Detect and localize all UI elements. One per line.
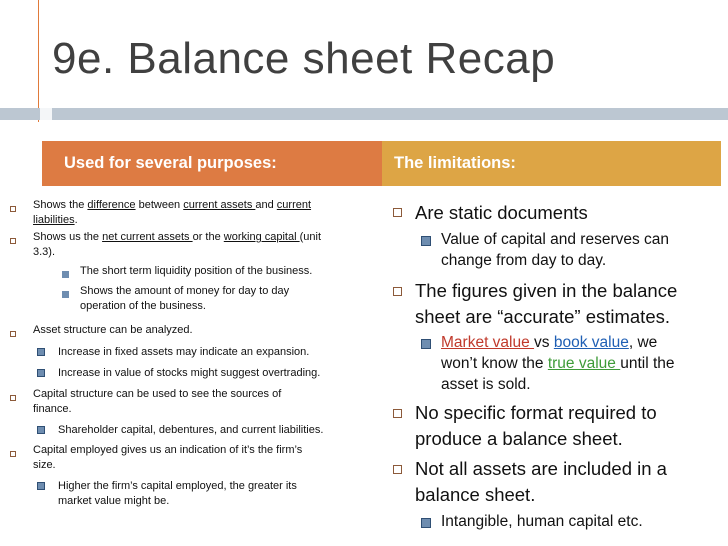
square-bullet-icon (393, 208, 402, 217)
filled-bullet-icon (421, 518, 431, 528)
list-item: Shareholder capital, debentures, and current liabilities. (58, 424, 324, 436)
title-divider-band (0, 108, 728, 120)
filled-bullet-icon (37, 369, 45, 377)
filled-bullet-icon (37, 348, 45, 356)
list-item: Higher the firm’s capital employed, the greater its market value might be. (58, 480, 297, 507)
square-bullet-icon (393, 409, 402, 418)
list-item: Increase in fixed assets may indicate an expansion. (58, 346, 310, 358)
filled-bullet-icon (37, 426, 45, 434)
square-bullet-icon (10, 451, 16, 457)
left-column-header: Used for several purposes: (42, 141, 382, 186)
square-bullet-icon (10, 395, 16, 401)
list-item: Value of capital and reserves can change from day to day. (441, 231, 670, 269)
square-bullet-icon (393, 465, 402, 474)
list-item: Increase in value of stocks might suggest overtrading. (58, 367, 321, 379)
list-item: Shows us the net current assets or the working capital (unit 3.3). (33, 231, 322, 258)
list-item: No specific format required to produce a balance sheet. (415, 402, 657, 449)
divider-square (40, 108, 52, 120)
square-bullet-icon (10, 238, 16, 244)
filled-bullet-icon (62, 271, 69, 278)
right-column-header: The limitations: (382, 141, 721, 186)
title-accent-line (38, 0, 39, 122)
square-bullet-icon (10, 331, 16, 337)
filled-bullet-icon (37, 482, 45, 490)
list-item: Are static documents (415, 202, 588, 223)
list-item: The short term liquidity position of the business. (80, 265, 313, 277)
list-item: Shows the difference between current assets and current liabilities. (33, 199, 312, 226)
filled-bullet-icon (421, 339, 431, 349)
list-item: Shows the amount of money for day to day operation of the business. (80, 285, 290, 312)
square-bullet-icon (10, 206, 16, 212)
list-item: The figures given in the balance sheet are “accurate” estimates. (415, 280, 678, 327)
slide-title: 9e. Balance sheet Recap (52, 34, 556, 83)
filled-bullet-icon (62, 291, 69, 298)
list-item: Capital structure can be used to see the sources of finance. (33, 388, 282, 415)
list-item: Capital employed gives us an indication of it’s the firm’s size. (33, 444, 303, 471)
list-item: Market value vs book value, we won’t know the true value until the asset is sold. (441, 334, 675, 393)
list-item: Not all assets are included in a balance sheet. (415, 458, 667, 505)
list-item: Intangible, human capital etc. (441, 513, 643, 530)
list-item: Asset structure can be analyzed. (33, 324, 193, 336)
square-bullet-icon (393, 287, 402, 296)
filled-bullet-icon (421, 236, 431, 246)
